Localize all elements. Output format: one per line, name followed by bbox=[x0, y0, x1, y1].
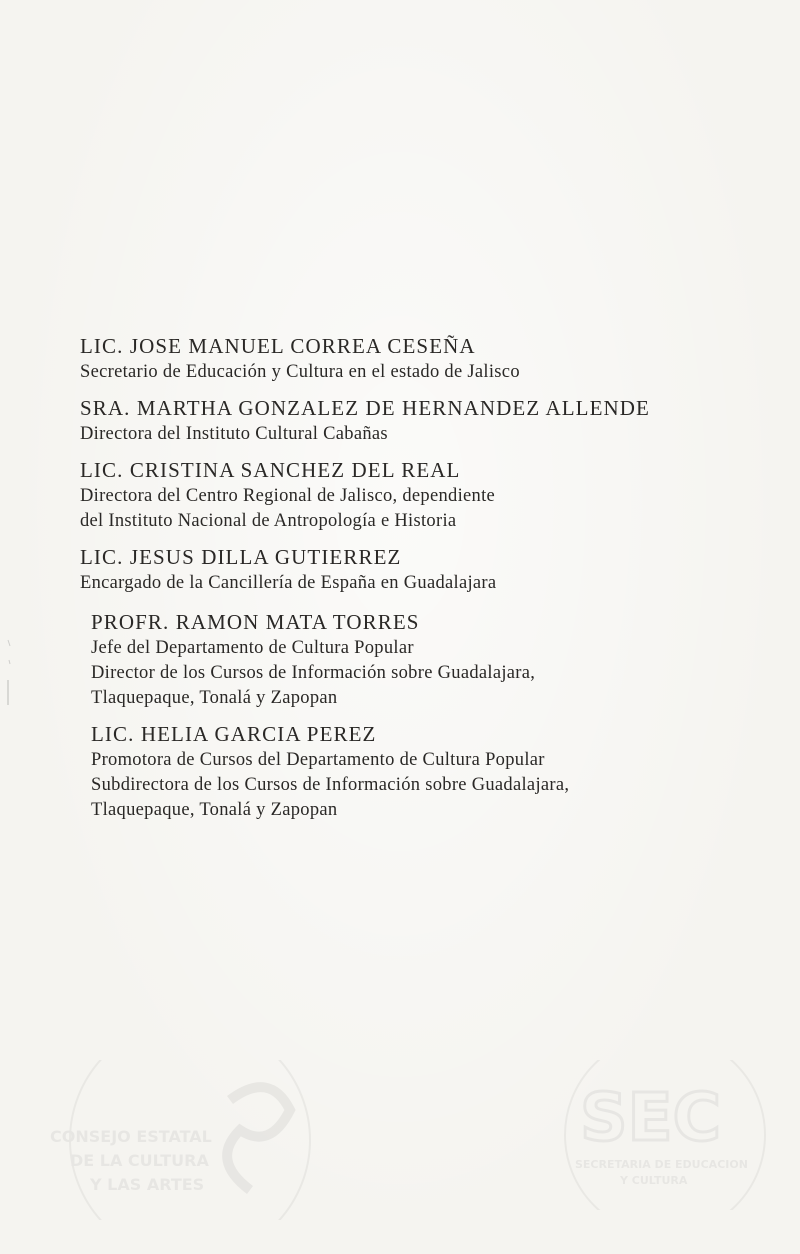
credit-role: Director de los Cursos de Información sobre Guadalajara, bbox=[91, 663, 536, 683]
credit-role: del Instituto Nacional de Antropología e Historia bbox=[80, 511, 457, 531]
credit-entry bbox=[80, 543, 760, 596]
emboss-right-line: Y CULTURA bbox=[620, 1174, 688, 1187]
emboss-seal-right bbox=[560, 1060, 770, 1210]
credit-role: Tlaquepaque, Tonalá y Zapopan bbox=[91, 800, 338, 820]
credit-role: Promotora de Cursos del Departamento de Cultura Popular bbox=[91, 750, 545, 770]
credit-name: SRA. MARTHA GONZALEZ DE HERNANDEZ ALLENDE bbox=[80, 396, 650, 420]
credit-role: Secretario de Educación y Cultura en el estado de Jalisco bbox=[80, 362, 520, 382]
credit-entry bbox=[80, 394, 760, 447]
credit-entry bbox=[80, 456, 760, 534]
credit-name: LIC. HELIA GARCIA PEREZ bbox=[91, 722, 377, 746]
credit-name: LIC. JOSE MANUEL CORREA CESEÑA bbox=[80, 334, 476, 358]
credit-role: Directora del Centro Regional de Jalisco, dependiente bbox=[80, 486, 496, 506]
credit-role: Directora del Instituto Cultural Cabañas bbox=[80, 424, 388, 444]
credit-entry bbox=[80, 720, 760, 823]
emboss-left-line: CONSEJO ESTATAL bbox=[50, 1127, 212, 1146]
binding-marks bbox=[0, 630, 20, 750]
emboss-seal-left bbox=[40, 1060, 340, 1220]
credit-entry bbox=[80, 332, 760, 385]
credit-role: Subdirectora de los Cursos de Información sobre Guadalajara, bbox=[91, 775, 570, 795]
emboss-right-line: SECRETARIA DE EDUCACION bbox=[575, 1158, 748, 1171]
credits-list bbox=[80, 332, 760, 823]
credit-role: Tlaquepaque, Tonalá y Zapopan bbox=[91, 688, 338, 708]
credit-entry bbox=[80, 608, 760, 711]
emboss-left-line: DE LA CULTURA bbox=[70, 1151, 209, 1170]
credit-name: LIC. CRISTINA SANCHEZ DEL REAL bbox=[80, 458, 461, 482]
emboss-right-logo: SEC bbox=[580, 1079, 722, 1156]
credit-role: Encargado de la Cancillería de España en Guadalajara bbox=[80, 573, 497, 593]
credit-role: Jefe del Departamento de Cultura Popular bbox=[91, 638, 414, 658]
credit-name: PROFR. RAMON MATA TORRES bbox=[91, 610, 420, 634]
emboss-left-line: Y LAS ARTES bbox=[90, 1175, 205, 1194]
credit-name: LIC. JESUS DILLA GUTIERREZ bbox=[80, 545, 402, 569]
